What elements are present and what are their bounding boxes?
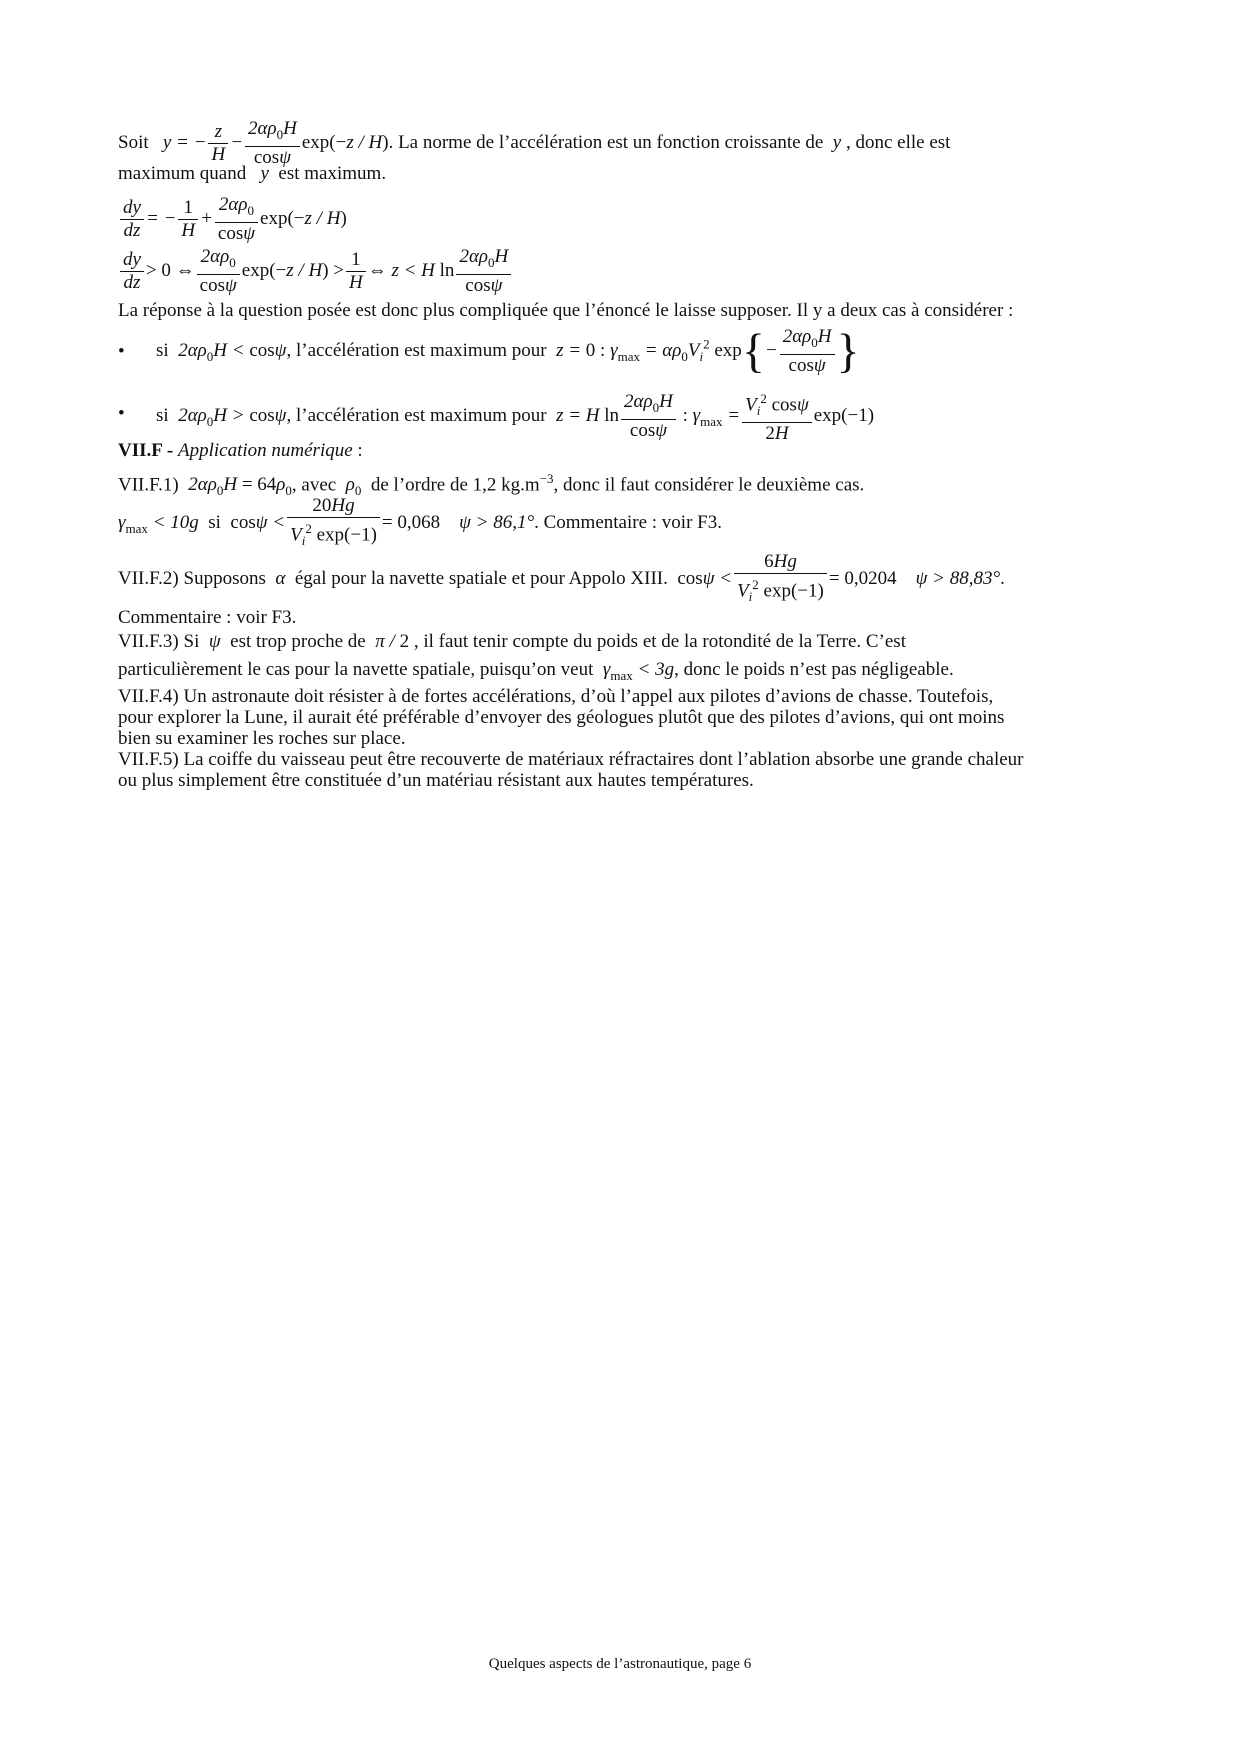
- text-est-maximum: est maximum.: [278, 163, 387, 184]
- text-poids: , donc le poids n’est pas négligeable.: [674, 659, 954, 680]
- text-soit: Soit: [118, 131, 149, 153]
- list-item-case1: • si $2\alpha\rho_0H < \cos\psi$, l’accélération est maximum pour z = 0 : $\gamma_{max} = \alpha\rho_0V_i^2$ exp{− $\frac{2\alpha\rho_0H}{\cos\psi}$ }: [118, 324, 860, 378]
- para-f2: VII.F.2) Supposons α égal pour la navette spatiale et pour Appolo XIII. cosψ < $\frac{6Hg}{V_i^2 \exp(-1)}$ = 0,0204 ψ > 88,83°.: [118, 551, 1005, 605]
- text-egal: égal pour la navette spatiale et pour Appolo XIII.: [294, 567, 668, 589]
- math-psi-861: ψ > 86,1°: [459, 511, 535, 533]
- text-si: si: [156, 339, 169, 361]
- bullet-icon: •: [118, 341, 125, 362]
- para-f5-line1: VII.F.5) La coiffe du vaisseau peut être recouverte de matériaux réfractaires dont l’ablation absorbe une grande chaleur: [118, 749, 1024, 770]
- section-number: VII.F -: [118, 440, 174, 461]
- para-f3-line2: particulièrement le cas pour la navette spatiale, puisqu’on veut $\gamma_{max} < 3g$, donc le poids n’est pas négligeable.: [118, 659, 954, 683]
- equation-dydz-positive: $\frac{dy}{dz}$ > 0 ⇔ $\frac{2\alpha\rho_0}{\cos\psi}$ exp(−z / H) > $\frac{1}{H}$ ⇔ z < H ln $\frac{2\alpha\rho_0H}{\cos\psi}$: [118, 246, 513, 297]
- text-accel-max: , l’accélération est maximum pour: [286, 339, 547, 361]
- item-label-f3: VII.F.3) Si: [118, 631, 200, 652]
- text-intro-cases: La réponse à la question posée est donc plus compliquée que l’énoncé le laisse supposer. Il y a deux cas à considérer :: [118, 300, 1014, 321]
- math-exponent: −3: [539, 471, 554, 486]
- section-title: Application numérique: [178, 440, 353, 461]
- math-psi-8883: ψ > 88,83°: [915, 567, 1001, 589]
- page-footer: Quelques aspects de l’astronautique, page 6: [488, 1656, 752, 1672]
- math-3g: < 3g: [637, 659, 675, 680]
- para-f4-line1: VII.F.4) Un astronaute doit résister à de fortes accélérations, d’où l’appel aux pilotes d’avions de chasse. Toutefois,: [118, 686, 994, 707]
- bullet-icon: •: [118, 403, 125, 424]
- text-maximum-quand: maximum quand: [118, 163, 247, 184]
- para-f1: VII.F.1) $2\alpha\rho_0H = 64\rho_0$, avec $\rho_0$ de l’ordre de 1,2 $kg.m^{-3}$, donc il faut considérer le deuxième cas.: [118, 471, 865, 499]
- math-64: = 64: [241, 474, 277, 496]
- list-item-case2: • si $2\alpha\rho_0H > \cos\psi$, l’accélération est maximum pour z = H ln $\frac{2\alpha\rho_0H}{\cos\psi}$ : $\gamma_{max}$ = $\frac{V_i^2 \cos\psi}{2H}$ exp(−1): [118, 388, 1128, 440]
- text-commentaire-f2: Commentaire : voir F3.: [118, 607, 297, 628]
- text-ordre: de l’ordre de 1,2 kg.m: [370, 474, 540, 496]
- item-label-f1: VII.F.1): [118, 474, 179, 496]
- para-f4-line2: pour explorer la Lune, il aurait été préférable d’envoyer des géologues plutôt que des pilotes d’avions, qui ont moins: [118, 707, 1005, 728]
- equation-dydz: $\frac{dy}{dz}$ = − $\frac{1}{H}$ + $\frac{2\alpha\rho_0}{\cos\psi}$ exp(−z / H): [118, 194, 347, 245]
- text-navette: particulièrement le cas pour la navette spatiale, puisqu’on veut: [118, 659, 594, 680]
- text-avec: , avec: [291, 474, 337, 496]
- para-f1-inequality: $\gamma_{max} < 10g$ si cosψ < $\frac{20Hg}{V_i^2 \exp(-1)}$ = 0,068 ψ > 86,1°. Commentaire : voir F3.: [118, 495, 722, 549]
- text-commentaire: . Commentaire : voir F3.: [534, 511, 722, 533]
- equation-y: y = − $\frac{z}{H}$ − $\frac{2\alpha\rho_0H}{\cos\psi}$ exp(−z / H): [153, 118, 389, 168]
- math-10g: < 10g: [152, 511, 199, 533]
- text-accel-max: , l’accélération est maximum pour: [286, 404, 547, 426]
- text-proche: est trop proche de: [230, 631, 366, 652]
- math-00204: = 0,0204: [828, 567, 897, 589]
- text-si: si: [208, 511, 221, 533]
- text-tenir-compte: , il faut tenir compte du poids et de la rotondité de la Terre. C’est: [413, 631, 906, 652]
- para-f4-line3: bien su examiner les roches sur place.: [118, 728, 406, 749]
- math-0068: = 0,068: [381, 511, 441, 533]
- text-donc: , donc elle est: [845, 131, 951, 153]
- para-soit: Soit y = − $\frac{z}{H}$ − $\frac{2\alpha\rho_0H}{\cos\psi}$ exp(−z / H). La norme de l’accélération est un fonction croissante de y , donc elle est: [118, 118, 951, 168]
- para-maximum: maximum quand y est maximum.: [118, 163, 387, 184]
- text-si: si: [156, 404, 169, 426]
- section-heading: [118, 440, 363, 462]
- text-norme: . La norme de l’accélération est un fonction croissante de: [388, 131, 824, 153]
- para-f3-line1: VII.F.3) Si ψ est trop proche de π / 2 , il faut tenir compte du poids et de la rotondité de la Terre. C’est: [118, 631, 906, 652]
- text-deuxieme-cas: , donc il faut considérer le deuxième cas.: [553, 474, 865, 496]
- item-label-f2: VII.F.2) Supposons: [118, 567, 266, 589]
- para-f5-line2: ou plus simplement être constituée d’un matériau résistant aux hautes températures.: [118, 770, 754, 791]
- section-colon: :: [352, 440, 363, 461]
